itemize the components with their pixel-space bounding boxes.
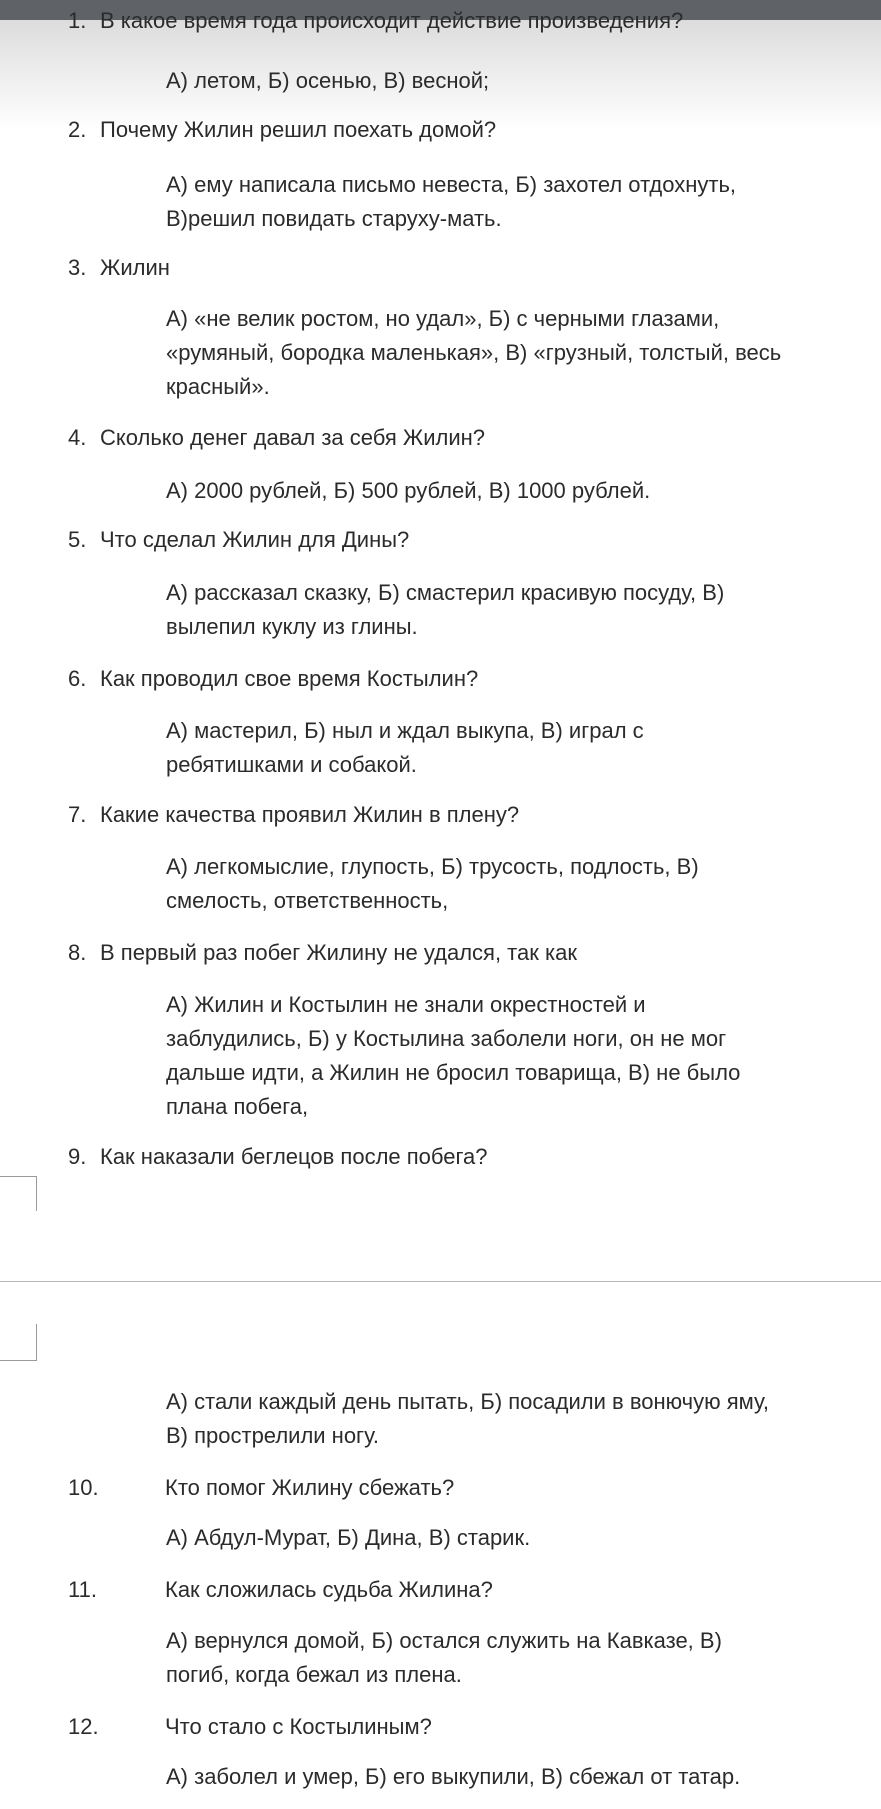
question-number: 6. bbox=[68, 666, 87, 691]
answer-8-line-1: А) Жилин и Костылин не знали окрестностей и bbox=[166, 992, 646, 1017]
answer-11-line-2: погиб, когда бежал из плена. bbox=[166, 1662, 462, 1687]
answer-8-line-2: заблудились, Б) у Костылина заболели ноги, он не мог bbox=[166, 1026, 727, 1051]
question-number: 3. bbox=[68, 255, 87, 280]
question-5 bbox=[68, 523, 409, 557]
question-9 bbox=[68, 1140, 488, 1174]
margin-mark-bottom bbox=[0, 1324, 37, 1361]
question-number: 7. bbox=[68, 802, 87, 827]
answer-10-line-1: А) Абдул-Мурат, Б) Дина, В) старик. bbox=[166, 1525, 531, 1550]
answer-8-line-3: дальше идти, а Жилин не бросил товарища, В) не было bbox=[166, 1060, 741, 1085]
question-number: 10. bbox=[68, 1475, 99, 1500]
question-number: 8. bbox=[68, 940, 87, 965]
question-7 bbox=[68, 798, 519, 832]
question-number: 2. bbox=[68, 117, 87, 142]
answer-12-line-1: А) заболел и умер, Б) его выкупили, В) сбежал от татар. bbox=[166, 1764, 741, 1789]
question-10 bbox=[68, 1471, 454, 1505]
question-12 bbox=[68, 1710, 432, 1744]
question-text: Что стало с Костылиным? bbox=[165, 1714, 432, 1739]
question-11 bbox=[68, 1573, 493, 1607]
answer-11-line-1: А) вернулся домой, Б) остался служить на Кавказе, В) bbox=[166, 1628, 722, 1653]
question-text: Что сделал Жилин для Дины? bbox=[100, 527, 410, 552]
answer-7-line-2: смелость, ответственность, bbox=[166, 888, 449, 913]
answer-6-line-2: ребятишками и собакой. bbox=[166, 752, 417, 777]
question-text: Как наказали беглецов после побега? bbox=[100, 1144, 488, 1169]
question-text: Как сложилась судьба Жилина? bbox=[165, 1577, 493, 1602]
question-text: Какие качества проявил Жилин в плену? bbox=[100, 802, 520, 827]
question-text: Кто помог Жилину сбежать? bbox=[165, 1475, 455, 1500]
answer-6-line-1: А) мастерил, Б) ныл и ждал выкупа, В) играл с bbox=[166, 718, 644, 743]
answer-5-line-2: вылепил куклу из глины. bbox=[166, 614, 418, 639]
answer-8-line-4: плана побега, bbox=[166, 1094, 309, 1119]
question-4 bbox=[68, 421, 485, 455]
question-number: 12. bbox=[68, 1714, 99, 1739]
question-8 bbox=[68, 936, 577, 970]
answer-3-line-2: «румяный, бородка маленькая», В) «грузный, толстый, весь bbox=[166, 340, 782, 365]
question-1 bbox=[68, 4, 683, 38]
question-number: 11. bbox=[68, 1577, 97, 1602]
answer-2-line-2: В)решил повидать старуху-мать. bbox=[166, 206, 502, 231]
question-number: 5. bbox=[68, 527, 87, 552]
answer-7-line-1: А) легкомыслие, глупость, Б) трусость, подлость, В) bbox=[166, 854, 699, 879]
answer-2-line-1: А) ему написала письмо невеста, Б) захотел отдохнуть, bbox=[166, 172, 737, 197]
question-2 bbox=[68, 113, 496, 147]
question-number: 4. bbox=[68, 425, 87, 450]
margin-mark-top bbox=[0, 1176, 37, 1211]
question-text: Как проводил свое время Костылин? bbox=[100, 666, 479, 691]
answer-9-line-2: В) прострелили ногу. bbox=[166, 1423, 379, 1448]
answer-4-line-1: А) 2000 рублей, Б) 500 рублей, В) 1000 рублей. bbox=[166, 478, 651, 503]
question-text: В какое время года происходит действие произведения? bbox=[100, 8, 684, 33]
answer-9-line-1: А) стали каждый день пытать, Б) посадили в вонючую яму, bbox=[166, 1389, 769, 1414]
answer-3-line-3: красный». bbox=[166, 374, 270, 399]
question-number: 9. bbox=[68, 1144, 87, 1169]
question-number: 1. bbox=[68, 8, 87, 33]
question-6 bbox=[68, 662, 478, 696]
question-text: Почему Жилин решил поехать домой? bbox=[100, 117, 497, 142]
answer-5-line-1: А) рассказал сказку, Б) смастерил красивую посуду, В) bbox=[166, 580, 725, 605]
answer-3-line-1: А) «не велик ростом, но удал», Б) с черными глазами, bbox=[166, 306, 720, 331]
page-break-divider bbox=[0, 1281, 881, 1282]
answer-1-line-1: А) летом, Б) осенью, В) весной; bbox=[166, 68, 490, 93]
question-text: В первый раз побег Жилину не удался, так как bbox=[100, 940, 577, 965]
question-text: Жилин bbox=[100, 255, 170, 280]
question-text: Сколько денег давал за себя Жилин? bbox=[100, 425, 485, 450]
question-3 bbox=[68, 251, 170, 285]
